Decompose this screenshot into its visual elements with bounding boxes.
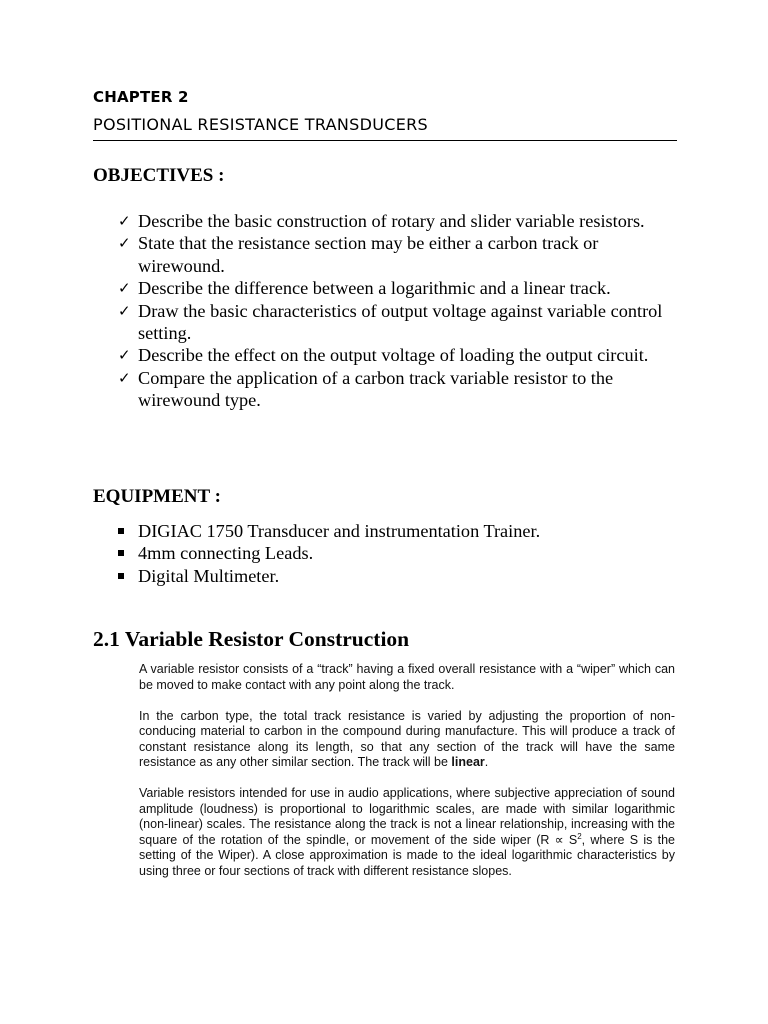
paragraph: A variable resistor consists of a “track” having a fixed overall resistance with a “wiper” which can be moved to make contact with any point along the track. (139, 662, 675, 692)
list-item (118, 277, 688, 299)
objective-text: Describe the basic construction of rotary and slider variable resistors. (138, 211, 645, 231)
objective-text: Describe the effect on the output voltage of loading the output circuit. (138, 345, 649, 366)
paragraph-text: , where S is the setting of the Wiper). A close approximation is made to the ideal logarithmic characteristics by using three or four sections of track with different resistance slopes. (139, 832, 675, 878)
equipment-text: DIGIAC 1750 Transducer and instrumentation Trainer. (138, 521, 541, 541)
objectives-heading: OBJECTIVES : (93, 165, 225, 186)
checkmark-icon: ✓ (118, 346, 131, 365)
checkmark-icon: ✓ (118, 212, 131, 230)
list-item (118, 520, 678, 542)
objectives-list (118, 210, 688, 412)
paragraph (139, 709, 675, 771)
chapter-title: POSITIONAL RESISTANCE TRANSDUCERS (93, 115, 428, 134)
equipment-text: 4mm connecting Leads. (138, 543, 314, 564)
checkmark-icon: ✓ (118, 301, 131, 320)
paragraph-text: Variable resistors intended for use in audio applications, where subjective appreciation of sound amplitude (loudness) is proportional to logarithmic scales, are made with similar logarithmic (non-linear) scales. The resistance along the track is not a linear relationship, increasing with the square of the rotation of the spindle, or movement of the side wiper (R ∝ S (139, 786, 675, 847)
superscript: 2 (577, 831, 582, 841)
paragraph (139, 786, 675, 879)
bold-term: linear (451, 755, 485, 769)
list-item (118, 344, 688, 366)
equipment-text: Digital Multimeter. (138, 565, 280, 586)
title-divider (93, 140, 677, 141)
checkmark-icon: ✓ (118, 279, 131, 298)
paragraph-text: . (484, 755, 489, 769)
section-body (139, 662, 675, 895)
objective-text: Compare the application of a carbon track variable resistor to the wirewound type. (138, 367, 614, 411)
checkmark-icon: ✓ (118, 234, 131, 253)
equipment-heading: EQUIPMENT : (93, 486, 221, 507)
equipment-list (118, 520, 678, 587)
chapter-label: CHAPTER 2 (93, 88, 189, 106)
list-item (118, 367, 688, 412)
objective-text: Describe the difference between a logarithmic and a linear track. (138, 278, 611, 299)
list-item (118, 300, 688, 345)
list-item (118, 232, 688, 277)
list-item (118, 210, 688, 232)
objective-text: Draw the basic characteristics of output voltage against variable control setting. (138, 300, 663, 344)
list-item (118, 542, 678, 564)
list-item (118, 565, 678, 587)
square-bullet-icon (118, 528, 124, 534)
objective-text: State that the resistance section may be either a carbon track or wirewound. (138, 233, 599, 276)
square-bullet-icon (118, 550, 124, 556)
square-bullet-icon (118, 573, 124, 579)
checkmark-icon: ✓ (118, 368, 131, 387)
section-heading: 2.1 Variable Resistor Construction (93, 627, 410, 651)
paragraph-text: In the carbon type, the total track resistance is varied by adjusting the proportion of non-conducing material to carbon in the compound during manufacture. This will produce a track of constant resistance along its length, so that any section of the track will have the same resistance as any other similar section. The track will be (139, 708, 675, 769)
